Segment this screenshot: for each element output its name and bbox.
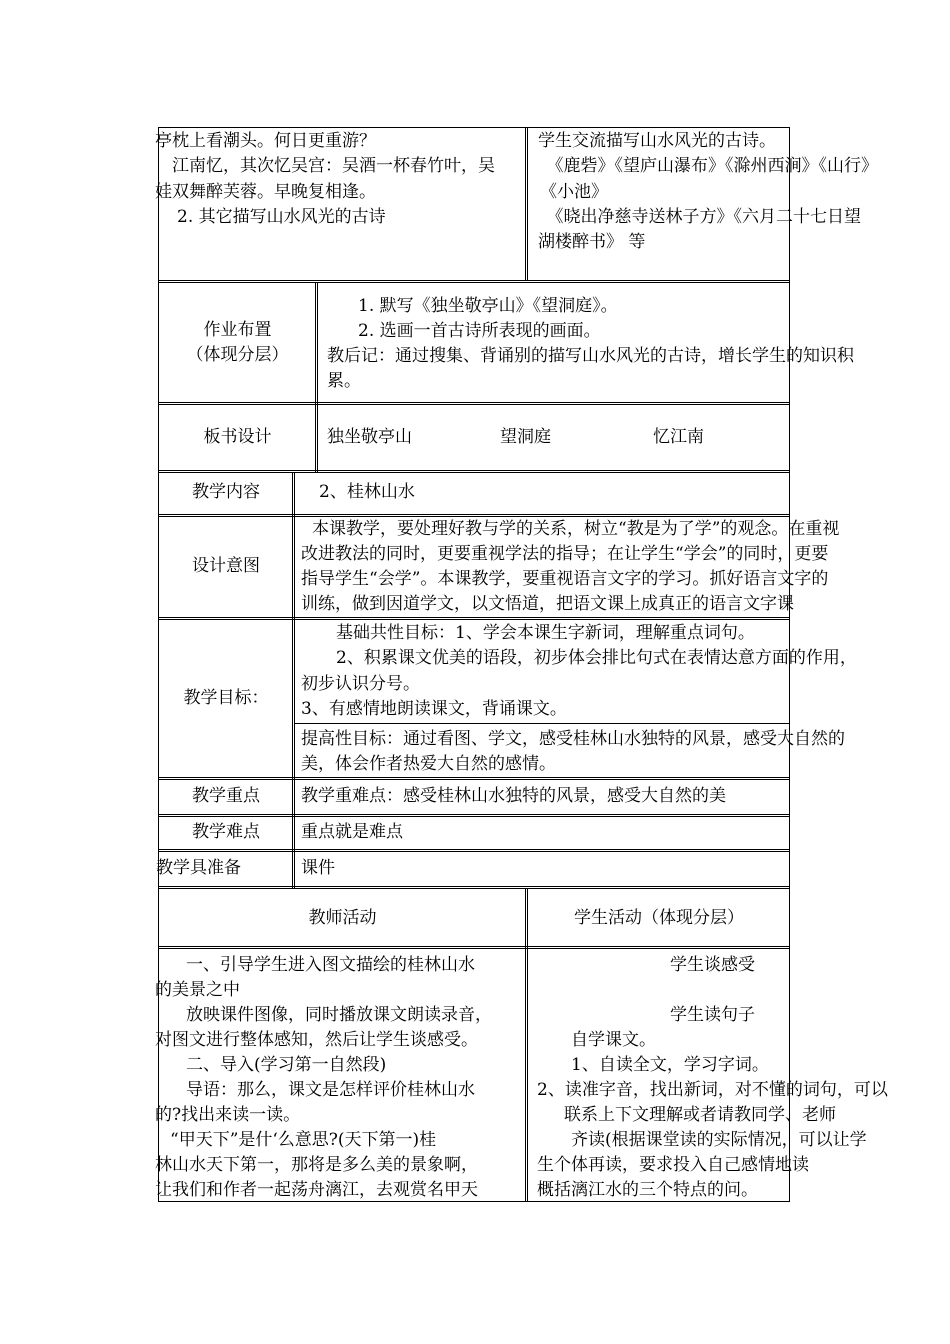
top-right-line: 湖楼醉书》 等 [538, 232, 646, 252]
student-activity-line: 联系上下文理解或者请教同学、老师 [564, 1105, 836, 1125]
top-left-line: 亭枕上看潮头。何日更重游？ [155, 131, 376, 151]
teacher-activity-line: 的?找出来读一读。 [155, 1105, 301, 1125]
key-point-value: 教学重难点：感受桂林山水独特的风景，感受大自然的美 [301, 786, 726, 806]
after-class-note: 累。 [327, 371, 361, 391]
row-line [158, 946, 790, 949]
design-label: 设计意图 [192, 556, 260, 576]
teacher-activity-line: 林山水天下第一，那将是多么美的景象啊， [155, 1155, 478, 1175]
design-line: 改进教法的同时，更要重视学法的指导；在让学生“学会”的同时，更要 [301, 544, 829, 564]
teacher-activity-line: 对图文进行整体感知，然后让学生谈感受。 [155, 1030, 478, 1050]
divider-homework-board [315, 282, 318, 472]
row-line [158, 617, 790, 620]
teacher-activity-line: 一、引导学生进入图文描绘的桂林山水 [186, 955, 475, 975]
homework-label-sub: （体现分层） [186, 345, 289, 365]
tools-label: 教学具准备 [156, 858, 241, 878]
goal-line: 2、积累课文优美的语段，初步体会排比句式在表情达意方面的作用， [336, 648, 857, 668]
design-line: 本课教学，要处理好教与学的关系，树立“教是为了学”的观念。在重视 [312, 519, 840, 539]
tools-value: 课件 [301, 858, 335, 878]
design-line: 指导学生“会学”。本课教学，要重视语言文字的学习。抓好语言文字的 [301, 569, 829, 589]
teacher-activity-line: 的美景之中 [155, 980, 240, 1000]
advanced-goal-line: 提高性目标：通过看图、学文，感受桂林山水独特的风景，感受大自然的 [301, 729, 845, 749]
content-value: 2、桂林山水 [319, 482, 415, 502]
board-label: 板书设计 [203, 427, 272, 447]
student-activity-line: 概括漓江水的三个特点的问。 [537, 1180, 758, 1200]
difficulty-value: 重点就是难点 [301, 822, 403, 842]
design-line: 训练，做到因道学文，以文悟道，把语文课上成真正的语言文字课 [301, 594, 794, 614]
after-class-note: 教后记：通过搜集、背诵别的描写山水风光的古诗，增长学生的知识积 [327, 346, 854, 366]
divider-label-column [292, 472, 295, 888]
board-item: 望洞庭 [500, 427, 551, 447]
homework-item: 1. 默写《独坐敬亭山》《望洞庭》。 [358, 296, 618, 316]
teacher-activity-header: 教师活动 [308, 908, 377, 928]
teacher-activity-line: “甲天下”是什‘么意思?(天下第一)桂 [170, 1130, 437, 1150]
top-left-line: 江南忆，其次忆吴宫：吴酒一杯春竹叶，吴 [155, 156, 495, 176]
student-activity-line: 学生谈感受 [670, 955, 755, 975]
advanced-goal-line: 美，体会作者热爱大自然的感情。 [301, 754, 556, 774]
student-activity-line: 生个体再读，要求投入自己感情地读 [537, 1155, 809, 1175]
goal-line: 基础共性目标：1、学会本课生字新词，理解重点词句。 [336, 623, 755, 643]
top-right-line: 《小池》 [540, 182, 608, 202]
top-left-line: 2. 其它描写山水风光的古诗 [160, 207, 386, 227]
row-line [158, 470, 790, 473]
teacher-activity-line: 二、导入(学习第一自然段) [186, 1055, 387, 1075]
teacher-activity-line: 导语：那么，课文是怎样评价桂林山水 [186, 1080, 475, 1100]
student-activity-line: 自学课文。 [571, 1030, 656, 1050]
goals-label: 教学目标： [183, 688, 269, 708]
board-item: 独坐敬亭山 [327, 427, 412, 447]
row-line [294, 723, 790, 724]
row-line [158, 402, 790, 405]
student-activity-line: 2、读准字音，找出新词，对不懂的词句，可以 [537, 1080, 888, 1100]
goal-line: 初步认识分号。 [301, 674, 420, 694]
teacher-activity-line: 放映课件图像，同时播放课文朗读录音， [186, 1005, 492, 1025]
divider-activities [525, 888, 528, 1202]
top-right-line: 《晓出净慈寺送林子方》《六月二十七日望 [538, 207, 861, 227]
student-activity-header: 学生活动（体现分层） [574, 908, 744, 928]
row-line [158, 280, 790, 283]
student-activity-line: 1、自读全文，学习字词。 [571, 1055, 769, 1075]
homework-item: 2. 选画一首古诗所表现的画面。 [358, 321, 601, 341]
row-line [158, 849, 790, 852]
top-left-line: 娃双舞醉芙蓉。早晚复相逢。 [155, 182, 376, 202]
key-point-label: 教学重点 [192, 786, 260, 806]
student-activity-line: 学生读句子 [670, 1005, 755, 1025]
board-item: 忆江南 [653, 427, 704, 447]
homework-label: 作业布置 [203, 320, 272, 340]
top-right-line: 学生交流描写山水风光的古诗。 [538, 131, 776, 151]
row-line [158, 886, 790, 889]
student-activity-line: 齐读(根据课堂读的实际情况，可以让学 [571, 1130, 867, 1150]
teacher-activity-line: 让我们和作者一起荡舟漓江，去观赏名甲天 [155, 1180, 478, 1200]
row-line [158, 777, 790, 780]
goal-line: 3、有感情地朗读课文，背诵课文。 [301, 699, 567, 719]
content-label: 教学内容 [192, 482, 260, 502]
row-line [158, 814, 790, 817]
top-right-line: 《鹿砦》《望庐山瀑布》《滁州西涧》《山行》 [538, 156, 878, 176]
difficulty-label: 教学难点 [192, 822, 260, 842]
divider-top-section [525, 127, 528, 280]
